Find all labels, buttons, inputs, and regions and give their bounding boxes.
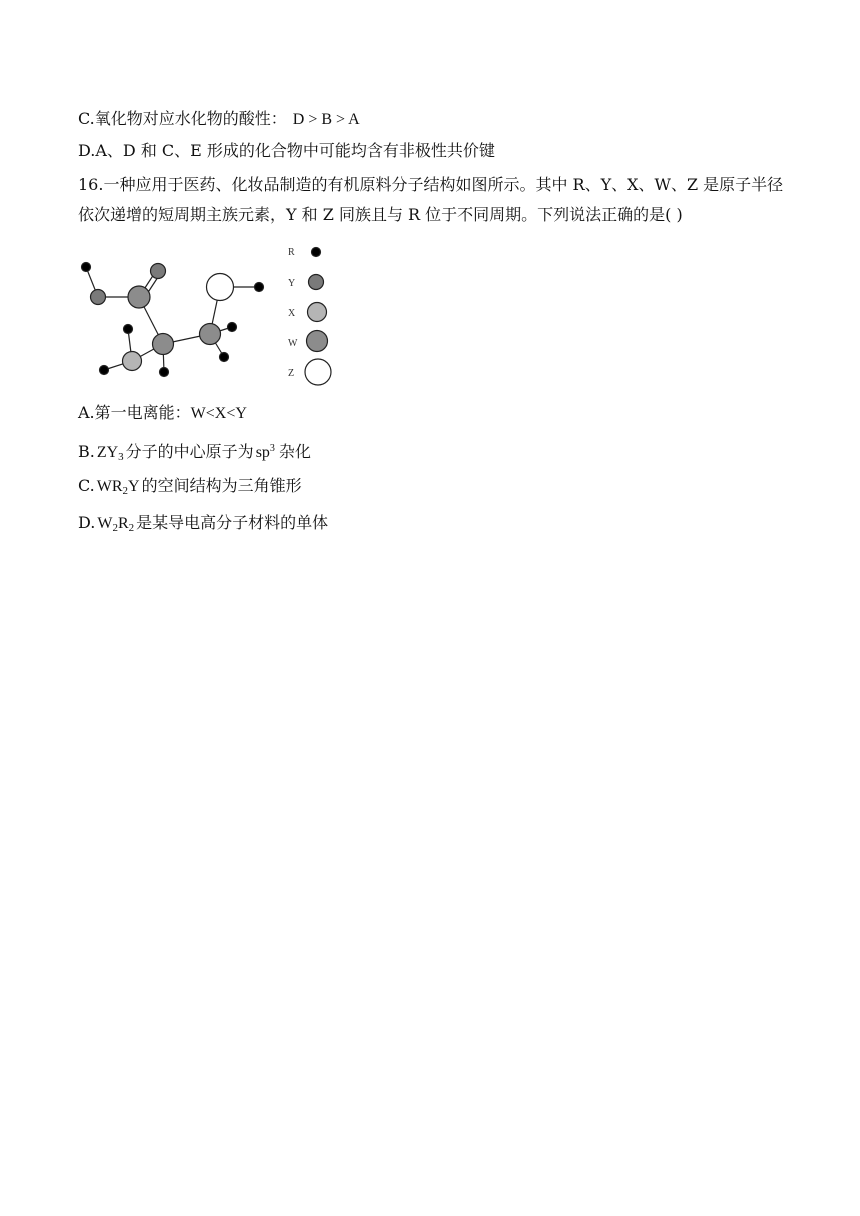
subscript: 3 [118, 451, 124, 463]
formula-r: R [117, 515, 129, 532]
formula-w: W [97, 515, 113, 532]
atom-r [100, 366, 109, 375]
q16-option-b-formula [97, 444, 124, 461]
atom-w [128, 286, 150, 308]
legend-label-r: R [288, 247, 295, 258]
legend-label-y: Y [288, 278, 296, 289]
q16-option-d-suffix: 是某导电高分子材料的单体 [136, 513, 329, 532]
q16-option-c-formula [97, 478, 140, 495]
q16-stem: 16.一种应用于医药、化妆品制造的有机原料分子结构如图所示。其中 R、Y、X、W、Z 是原子半径依次递增的短周期主族元素，Y 和 Z 同族且与 R 位于不同周期。下列说法正确的是( ) [78, 175, 784, 224]
q15-option-d [78, 140, 495, 162]
q16-option-d [78, 512, 328, 539]
q16-option-a-prefix: A.第一电离能： [78, 403, 191, 422]
atom-w [153, 334, 174, 355]
atom-r [220, 353, 229, 362]
atom-y [91, 290, 106, 305]
legend-label-x: X [288, 308, 296, 319]
q16-option-d-prefix: D. [78, 513, 96, 532]
q16-option-a-expr: W<X<Y [190, 405, 247, 422]
atom-w [200, 324, 221, 345]
q16-option-b-hybrid [256, 444, 275, 461]
q16-option-c-prefix: C. [78, 476, 95, 495]
legend-swatch-x [308, 303, 327, 322]
formula-wr: WR [96, 478, 123, 495]
formula-sp: sp [255, 444, 270, 461]
q16-option-b-mid: 分子的中心原子为 [125, 442, 254, 461]
atom-x [123, 352, 142, 371]
q16-option-b-prefix: B. [78, 442, 95, 461]
subscript: 2 [128, 522, 135, 534]
q16-option-c [78, 475, 302, 502]
legend-swatch-z [305, 359, 331, 385]
q15-option-c [78, 108, 360, 131]
q15-option-c-text: C.氧化物对应水化物的酸性： [78, 109, 287, 128]
q16-option-b-suffix: 杂化 [278, 442, 311, 461]
atom-r [228, 323, 237, 332]
subscript: 2 [112, 522, 118, 534]
superscript: 3 [269, 443, 275, 454]
q16-option-d-formula [97, 515, 134, 532]
atom-z [207, 274, 234, 301]
formula-y: Y [128, 478, 140, 495]
legend-label-z: Z [288, 368, 295, 379]
molecule-figure [70, 238, 350, 390]
legend-label-w: W [288, 338, 298, 349]
q16-option-c-suffix: 的空间结构为三角锥形 [141, 476, 302, 495]
legend-swatch-w [307, 331, 328, 352]
legend-swatch-y [309, 275, 324, 290]
q16-option-a [78, 402, 247, 425]
q16-option-b [78, 438, 311, 468]
atoms [82, 263, 264, 377]
atom-r [255, 283, 264, 292]
legend [288, 247, 331, 385]
atom-r [82, 263, 91, 272]
subscript: 2 [122, 485, 129, 497]
formula-zy: ZY [96, 444, 119, 461]
atom-r [160, 368, 169, 377]
legend-swatch-r [312, 248, 321, 257]
atom-r [124, 325, 133, 334]
atom-y [151, 264, 166, 279]
q15-option-c-expr: D > B > A [292, 111, 360, 128]
q15-option-d-text: D.A、D 和 C、E 形成的化合物中可能均含有非极性共价键 [78, 141, 495, 160]
